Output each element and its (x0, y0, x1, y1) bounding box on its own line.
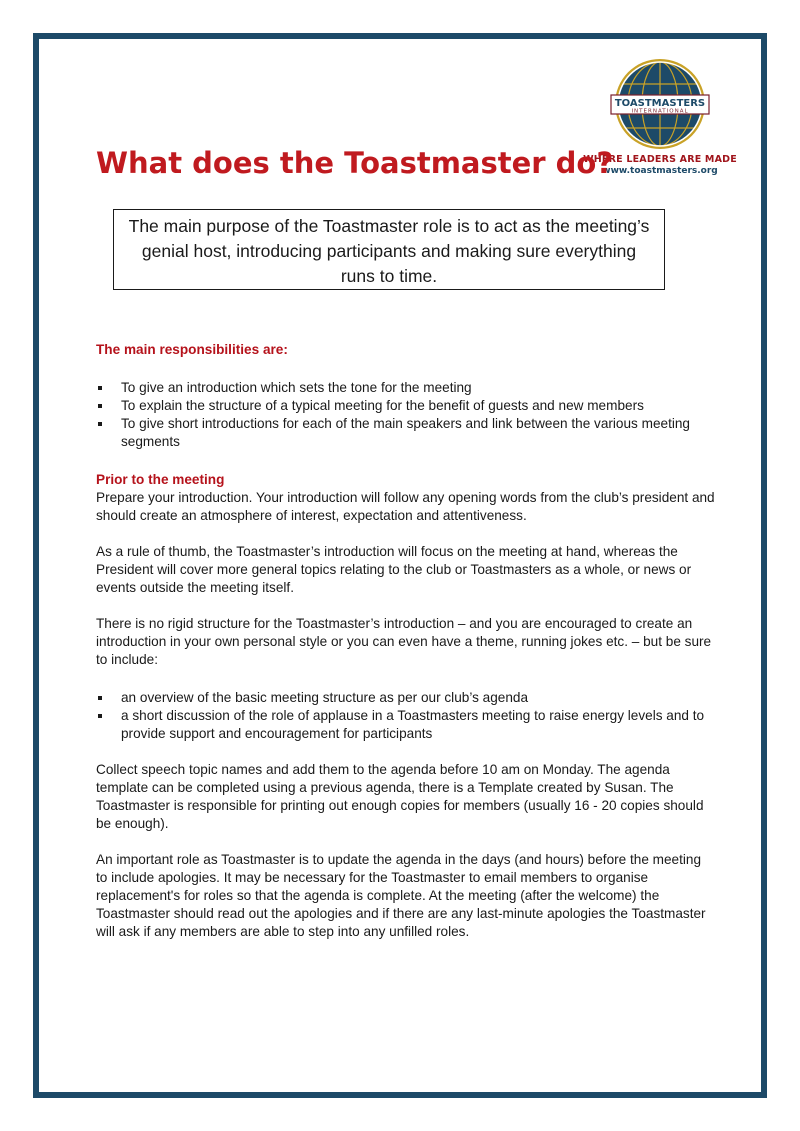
prior-paragraph-5: An important role as Toastmaster is to update the agenda in the days (and hours) before the meeting to include apologies. It may be necessary for the Toastmaster to email members to organise replacement's for roles so that the agenda is complete. At the meeting (after the welcome) the Toastmaster should read out the apologies and if there are any last-minute apologies the Toastmaster will ask if any members are able to step into any unfilled roles. (96, 852, 706, 939)
logo-brand-text: TOASTMASTERS (614, 98, 706, 109)
list-item: To give short introductions for each of the main speakers and link between the various meeting segments (96, 415, 716, 451)
bullet-icon (98, 714, 102, 718)
list-item: To give an introduction which sets the tone for the meeting (96, 379, 716, 397)
prior-heading: Prior to the meeting (96, 472, 225, 487)
logo-sub-text: INTERNATIONAL (631, 108, 689, 115)
prior-paragraph-1: Prepare your introduction. Your introduction will follow any opening words from the club’s president and should create an atmosphere of interest, expectation and attentiveness. (96, 490, 715, 523)
prior-paragraph-2: As a rule of thumb, the Toastmaster’s introduction will focus on the meeting at hand, whereas the President will cover more general topics relating to the club or Toastmasters as a whole, or news or events outside the meeting itself. (96, 544, 692, 595)
include-list (96, 689, 716, 743)
purpose-box: The main purpose of the Toastmaster role is to act as the meeting’s genial host, introducing participants and making sure everything runs to time. (113, 209, 665, 290)
globe-logo-icon (605, 58, 715, 154)
responsibilities-list (96, 379, 716, 451)
logo-tagline: WHERE LEADERS ARE MADE (583, 154, 737, 165)
logo-website: www.toastmasters.org (602, 166, 718, 176)
bullet-icon (98, 422, 102, 426)
bullet-icon (98, 386, 102, 390)
list-item: To explain the structure of a typical meeting for the benefit of guests and new members (96, 397, 716, 415)
bullet-icon (98, 404, 102, 408)
page-title: What does the Toastmaster do? (96, 146, 614, 180)
prior-paragraph-4: Collect speech topic names and add them to the agenda before 10 am on Monday. The agenda template can be completed using a previous agenda, there is a Template created by Susan. The Toastmaster is responsible for printing out enough copies for members (usually 16 - 20 copies should be enough). (96, 762, 704, 831)
list-item: a short discussion of the role of applause in a Toastmasters meeting to raise energy levels and to provide support and encouragement for participants (96, 707, 716, 743)
main-content (96, 341, 716, 941)
prior-paragraph-3: There is no rigid structure for the Toastmaster’s introduction – and you are encouraged to create an introduction in your own personal style or you can even have a theme, running jokes etc. – but be sure to include: (96, 616, 712, 667)
responsibilities-heading: The main responsibilities are: (96, 342, 288, 357)
list-item: an overview of the basic meeting structure as per our club’s agenda (96, 689, 716, 707)
bullet-icon (98, 696, 102, 700)
